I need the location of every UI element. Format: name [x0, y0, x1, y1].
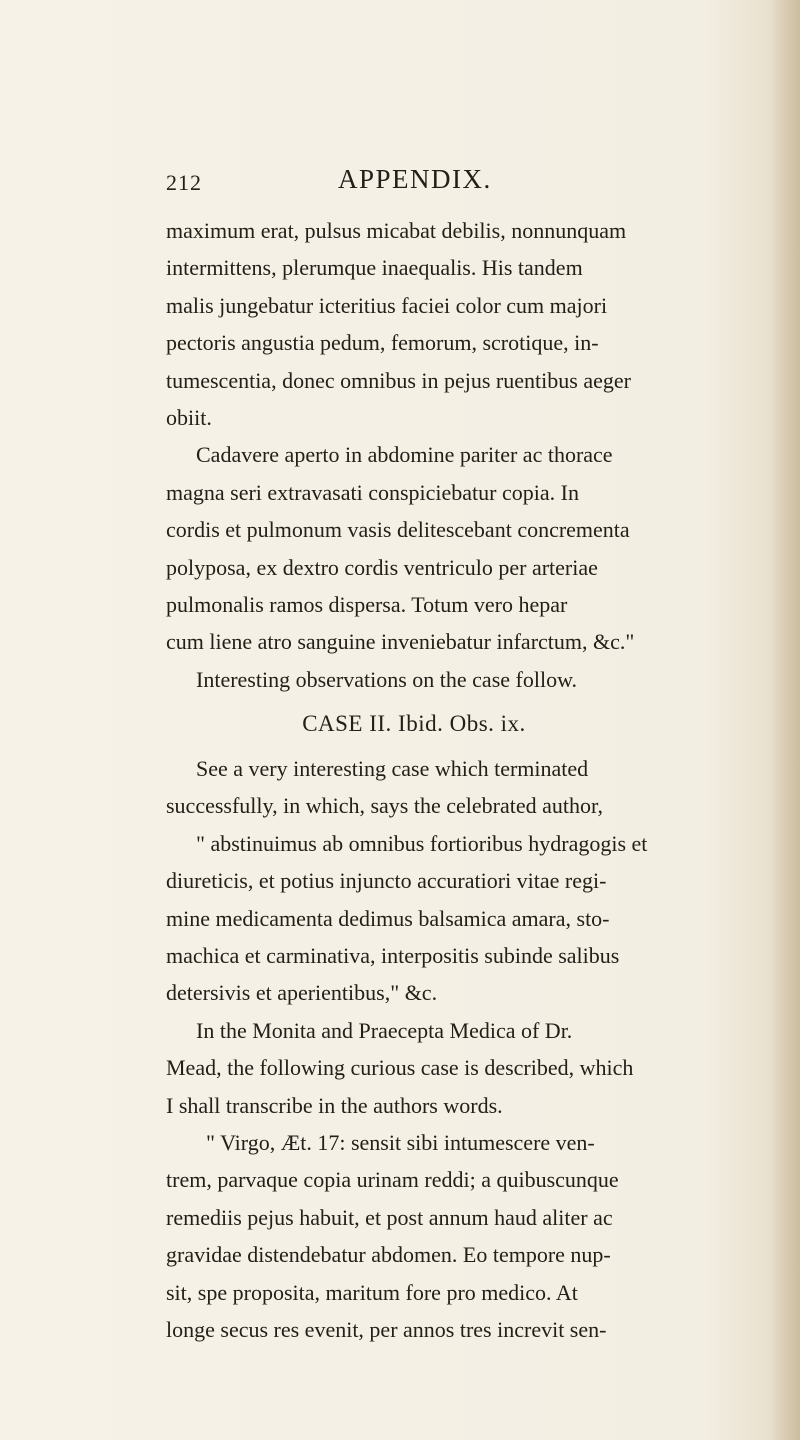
text-line: magna seri extravasati conspiciebatur copia. In: [166, 479, 579, 505]
text-line: pectoris angustia pedum, femorum, scrotique, in-: [166, 330, 599, 356]
text-line: Interesting observations on the case follow.: [196, 666, 578, 692]
text-line: machica et carminativa, interpositis subinde salibus: [166, 943, 620, 969]
running-head: APPENDIX.: [338, 164, 492, 194]
text-line: successfully, in which, says the celebrated author,: [166, 793, 603, 819]
page-header: [0, 164, 800, 194]
text-line: gravidae distendebatur abdomen. Eo tempore nup-: [166, 1242, 611, 1268]
page-edge-shadow: [770, 0, 800, 1440]
text-line: detersivis et aperientibus," &c.: [166, 980, 438, 1006]
text-line: In the Monita and Praecepta Medica of Dr.: [196, 1017, 573, 1043]
case-heading: CASE II. Ibid. Obs. ix.: [302, 711, 526, 737]
text-line: mine medicamenta dedimus balsamica amara, sto-: [166, 905, 610, 931]
text-line: cum liene atro sanguine inveniebatur infarctum, &c.": [166, 629, 635, 655]
text-line: trem, parvaque copia urinam reddi; a quibuscunque: [166, 1167, 619, 1193]
text-line: See a very interesting case which terminated: [196, 756, 589, 782]
text-line: remediis pejus habuit, et post annum haud aliter ac: [166, 1204, 613, 1230]
text-line: sit, spe proposita, maritum fore pro medico. At: [166, 1279, 578, 1305]
body-text: [166, 212, 658, 1348]
text-line: Cadavere aperto in abdomine pariter ac thorace: [196, 442, 613, 468]
text-line: cordis et pulmonum vasis delitescebant concrementa: [166, 517, 630, 543]
text-line: pulmonalis ramos dispersa. Totum vero hepar: [166, 591, 568, 617]
text-line: polyposa, ex dextro cordis ventriculo per arteriae: [166, 554, 598, 580]
text-line: intermittens, plerumque inaequalis. His tandem: [166, 255, 583, 281]
text-line: longe secus res evenit, per annos tres increvit sen-: [166, 1316, 607, 1342]
text-line: " abstinuimus ab omnibus fortioribus hydragogis et: [196, 830, 648, 856]
text-line: diureticis, et potius injuncto accuratiori vitae regi-: [166, 868, 607, 894]
text-line: maximum erat, pulsus micabat debilis, nonnunquam: [166, 218, 627, 243]
page-number: 212: [166, 170, 202, 195]
text-line: tumescentia, donec omnibus in pejus ruentibus aeger: [166, 367, 631, 393]
text-line: Mead, the following curious case is described, which: [166, 1055, 634, 1081]
text-line: obiit.: [166, 404, 212, 430]
text-line: malis jungebatur icteritius faciei color cum majori: [166, 292, 608, 318]
text-line: " Virgo, Æt. 17: sensit sibi intumescere ven-: [206, 1129, 595, 1155]
text-line: I shall transcribe in the authors words.: [166, 1092, 503, 1118]
